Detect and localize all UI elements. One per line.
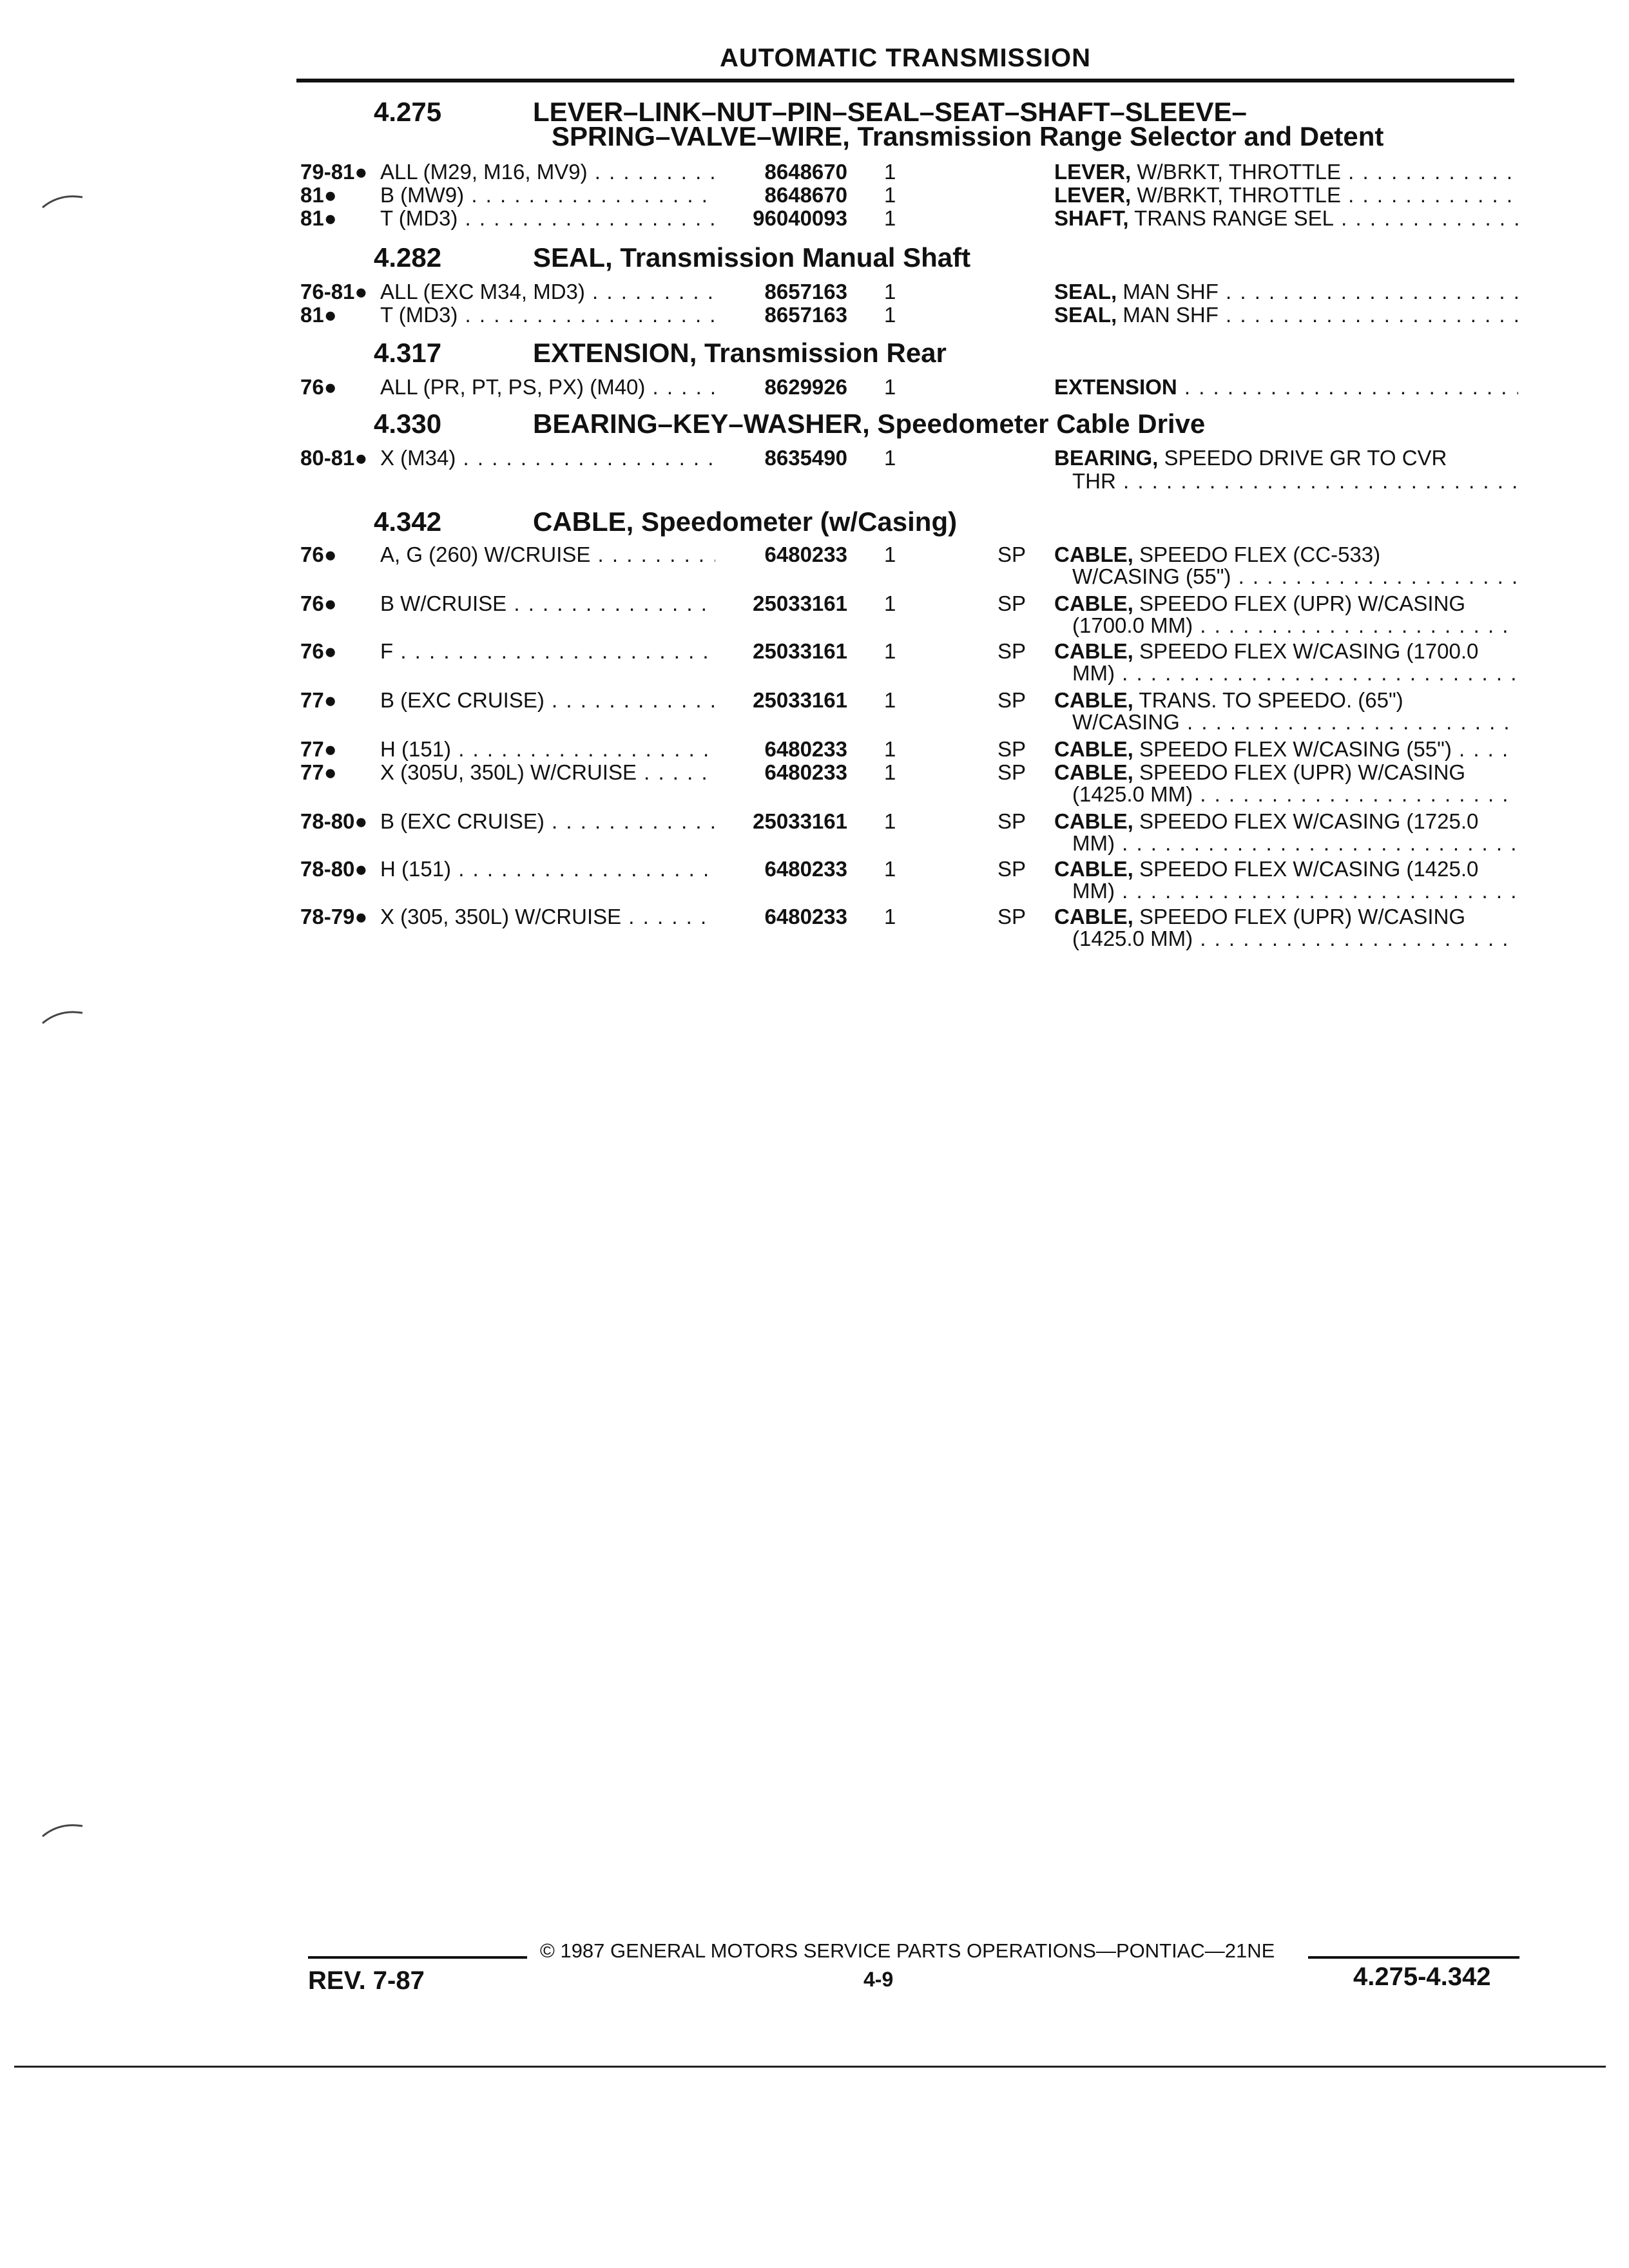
description-continuation: THR . . . [1072, 469, 1518, 494]
description-text: SPEEDO FLEX W/CASING (55") [1133, 737, 1452, 761]
sp-flag: SP [998, 639, 1027, 663]
quantity-cell: 1 [884, 591, 896, 615]
model-cell: B (MW9) . . . [380, 183, 715, 207]
margin-scan-mark [40, 1006, 85, 1026]
model-cell: T (MD3) . . . [380, 206, 715, 231]
description-cell [1054, 206, 1518, 231]
model-cell: B (EXC CRUISE) . . . [380, 809, 715, 834]
year-cell: 76● [300, 543, 337, 566]
description-keyword: EXTENSION [1054, 375, 1177, 399]
part-number-cell: 25033161 [753, 688, 847, 712]
part-number-cell: 25033161 [753, 809, 847, 833]
year-cell: 76● [300, 591, 337, 615]
description-text: SPEEDO FLEX (UPR) W/CASING [1133, 905, 1466, 928]
table-row [0, 183, 1629, 209]
description-cell [1054, 737, 1518, 762]
table-row [0, 206, 1629, 232]
description-cell [1054, 543, 1518, 567]
table-row [0, 446, 1629, 472]
model-cell: X (305, 350L) W/CRUISE . . . [380, 905, 715, 929]
footer-rule-right [1308, 1956, 1519, 1959]
year-cell: 78-80● [300, 809, 368, 833]
margin-scan-mark [40, 191, 85, 210]
description-keyword: CABLE, [1054, 639, 1133, 663]
model-cell: F . . . [380, 639, 715, 664]
year-cell: 76● [300, 639, 337, 663]
sp-flag: SP [998, 688, 1027, 712]
model-cell: A, G (260) W/CRUISE . . . [380, 543, 715, 567]
page-header [296, 44, 1514, 82]
quantity-cell: 1 [884, 543, 896, 566]
part-number-cell: 8648670 [764, 183, 847, 207]
year-cell: 81● [300, 303, 337, 327]
description-cell [1054, 160, 1518, 184]
year-cell: 77● [300, 760, 337, 784]
description-keyword: CABLE, [1054, 857, 1133, 881]
table-row-continuation [0, 469, 1629, 495]
description-cell [1054, 639, 1518, 664]
section-number: 4.317 [374, 338, 442, 368]
model-cell: B W/CRUISE . . . [380, 591, 715, 616]
part-number-cell: 6480233 [764, 857, 847, 881]
table-row [0, 160, 1629, 186]
section-name: CABLE, Speedometer (w/Casing) [533, 506, 958, 537]
model-cell: T (MD3) . . . [380, 303, 715, 327]
footer-page-number: 4-9 [863, 1968, 894, 1991]
quantity-cell: 1 [884, 857, 896, 881]
description-text: SPEEDO FLEX (UPR) W/CASING [1133, 760, 1466, 784]
quantity-cell: 1 [884, 375, 896, 399]
page-title: AUTOMATIC TRANSMISSION [719, 44, 1092, 72]
sp-flag: SP [998, 760, 1027, 784]
section-number: 4.342 [374, 506, 442, 537]
page-bottom-rule [14, 2066, 1606, 2068]
description-cell [1054, 857, 1518, 881]
quantity-cell: 1 [884, 639, 896, 663]
description-continuation: MM) . . . [1072, 661, 1518, 686]
section-name: LEVER–LINK–NUT–PIN–SEAL–SEAT–SHAFT–SLEEVE– [533, 97, 1247, 127]
description-keyword: SHAFT, [1054, 206, 1129, 230]
section-number: 4.282 [374, 242, 442, 273]
table-row-continuation [0, 927, 1629, 952]
quantity-cell: 1 [884, 905, 896, 928]
description-continuation: MM) . . . [1072, 831, 1518, 856]
description-keyword: CABLE, [1054, 760, 1133, 784]
quantity-cell: 1 [884, 183, 896, 207]
table-row-continuation [0, 879, 1629, 905]
description-text: SPEEDO FLEX (UPR) W/CASING [1133, 591, 1466, 615]
description-text: W/BRKT, THROTTLE [1131, 160, 1341, 184]
description-keyword: LEVER, [1054, 183, 1132, 207]
table-row [0, 280, 1629, 305]
model-cell: X (M34) . . . [380, 446, 715, 470]
sp-flag: SP [998, 543, 1027, 566]
table-row-continuation [0, 710, 1629, 736]
part-number-cell: 25033161 [753, 591, 847, 615]
part-number-cell: 8648670 [764, 160, 847, 184]
description-text: TRANS RANGE SEL [1128, 206, 1334, 230]
table-row [0, 375, 1629, 401]
description-cell [1054, 905, 1518, 929]
table-row-continuation [0, 564, 1629, 590]
model-cell: ALL (PR, PT, PS, PX) (M40) . . . [380, 375, 715, 399]
description-keyword: CABLE, [1054, 688, 1133, 712]
part-number-cell: 6480233 [764, 905, 847, 928]
year-cell: 78-80● [300, 857, 368, 881]
sp-flag: SP [998, 809, 1027, 833]
quantity-cell: 1 [884, 760, 896, 784]
part-number-cell: 6480233 [764, 737, 847, 761]
part-number-cell: 8657163 [764, 303, 847, 327]
table-row-continuation [0, 782, 1629, 808]
description-continuation: (1700.0 MM) . . . [1072, 613, 1518, 638]
part-number-cell: 8635490 [764, 446, 847, 470]
description-continuation: (1425.0 MM) . . . [1072, 927, 1518, 951]
quantity-cell: 1 [884, 737, 896, 761]
description-continuation: MM) . . . [1072, 879, 1518, 903]
description-text: MAN SHF [1117, 303, 1219, 327]
year-cell: 78-79● [300, 905, 368, 928]
description-keyword: CABLE, [1054, 905, 1133, 928]
year-cell: 76-81● [300, 280, 368, 303]
part-number-cell: 6480233 [764, 543, 847, 566]
footer-copyright: © 1987 GENERAL MOTORS SERVICE PARTS OPERATIONS—PONTIAC—21NE [540, 1939, 1275, 1962]
quantity-cell: 1 [884, 280, 896, 303]
sp-flag: SP [998, 591, 1027, 615]
description-cell [1054, 446, 1518, 470]
section-number: 4.330 [374, 408, 442, 439]
description-cell [1054, 760, 1518, 785]
model-cell: X (305U, 350L) W/CRUISE . . . [380, 760, 715, 785]
section-name: EXTENSION, Transmission Rear [533, 338, 947, 368]
description-cell [1054, 688, 1518, 713]
year-cell: 77● [300, 688, 337, 712]
description-keyword: LEVER, [1054, 160, 1132, 184]
table-row-continuation [0, 661, 1629, 687]
section-name-cont: SPRING–VALVE–WIRE, Transmission Range Selector and Detent [552, 121, 1384, 151]
description-text: SPEEDO FLEX W/CASING (1425.0 [1133, 857, 1479, 881]
description-keyword: CABLE, [1054, 809, 1133, 833]
model-cell: ALL (EXC M34, MD3) . . . [380, 280, 715, 304]
description-continuation: (1425.0 MM) . . . [1072, 782, 1518, 807]
description-cell [1054, 183, 1518, 207]
footer-rule-left [308, 1956, 527, 1959]
part-number-cell: 96040093 [753, 206, 847, 230]
year-cell: 77● [300, 737, 337, 761]
description-continuation: W/CASING (55") . . . [1072, 564, 1518, 589]
sp-flag: SP [998, 905, 1027, 928]
description-text: SPEEDO FLEX W/CASING (1700.0 [1133, 639, 1479, 663]
year-cell: 81● [300, 206, 337, 230]
description-keyword: CABLE, [1054, 737, 1133, 761]
footer-section-range: 4.275-4.342 [1353, 1963, 1491, 1991]
description-text: W/BRKT, THROTTLE [1131, 183, 1341, 207]
description-keyword: SEAL, [1054, 303, 1117, 327]
description-keyword: SEAL, [1054, 280, 1117, 303]
table-row-continuation [0, 613, 1629, 639]
part-number-cell: 8629926 [764, 375, 847, 399]
year-cell: 80-81● [300, 446, 368, 470]
footer-revision: REV. 7-87 [308, 1966, 425, 1995]
description-continuation: W/CASING . . . [1072, 710, 1518, 735]
description-cell [1054, 280, 1518, 304]
description-text: SPEEDO FLEX (CC-533) [1133, 543, 1381, 566]
description-cell [1054, 303, 1518, 327]
description-text: TRANS. TO SPEEDO. (65") [1133, 688, 1403, 712]
quantity-cell: 1 [884, 160, 896, 184]
description-cell [1054, 809, 1518, 834]
part-number-cell: 6480233 [764, 760, 847, 784]
quantity-cell: 1 [884, 206, 896, 230]
model-cell: B (EXC CRUISE) . . . [380, 688, 715, 713]
table-row [0, 303, 1629, 329]
quantity-cell: 1 [884, 809, 896, 833]
year-cell: 81● [300, 183, 337, 207]
margin-scan-mark [40, 1820, 85, 1839]
year-cell: 79-81● [300, 160, 368, 184]
sp-flag: SP [998, 737, 1027, 761]
part-number-cell: 8657163 [764, 280, 847, 303]
section-name: BEARING–KEY–WASHER, Speedometer Cable Drive [533, 408, 1206, 439]
section-number: 4.275 [374, 97, 442, 127]
quantity-cell: 1 [884, 688, 896, 712]
model-cell: ALL (M29, M16, MV9) . . . [380, 160, 715, 184]
model-cell: H (151) . . . [380, 737, 715, 762]
description-keyword: CABLE, [1054, 591, 1133, 615]
description-text: MAN SHF [1117, 280, 1219, 303]
part-number-cell: 25033161 [753, 639, 847, 663]
description-keyword: CABLE, [1054, 543, 1133, 566]
quantity-cell: 1 [884, 446, 896, 470]
description-text: SPEEDO FLEX W/CASING (1725.0 [1133, 809, 1479, 833]
description-cell [1054, 591, 1518, 616]
quantity-cell: 1 [884, 303, 896, 327]
table-row-continuation [0, 831, 1629, 857]
description-cell [1054, 375, 1518, 399]
sp-flag: SP [998, 857, 1027, 881]
section-name: SEAL, Transmission Manual Shaft [533, 242, 971, 273]
table-row [0, 737, 1629, 763]
description-text: SPEEDO DRIVE GR TO CVR [1158, 446, 1447, 470]
description-keyword: BEARING, [1054, 446, 1159, 470]
year-cell: 76● [300, 375, 337, 399]
model-cell: H (151) . . . [380, 857, 715, 881]
